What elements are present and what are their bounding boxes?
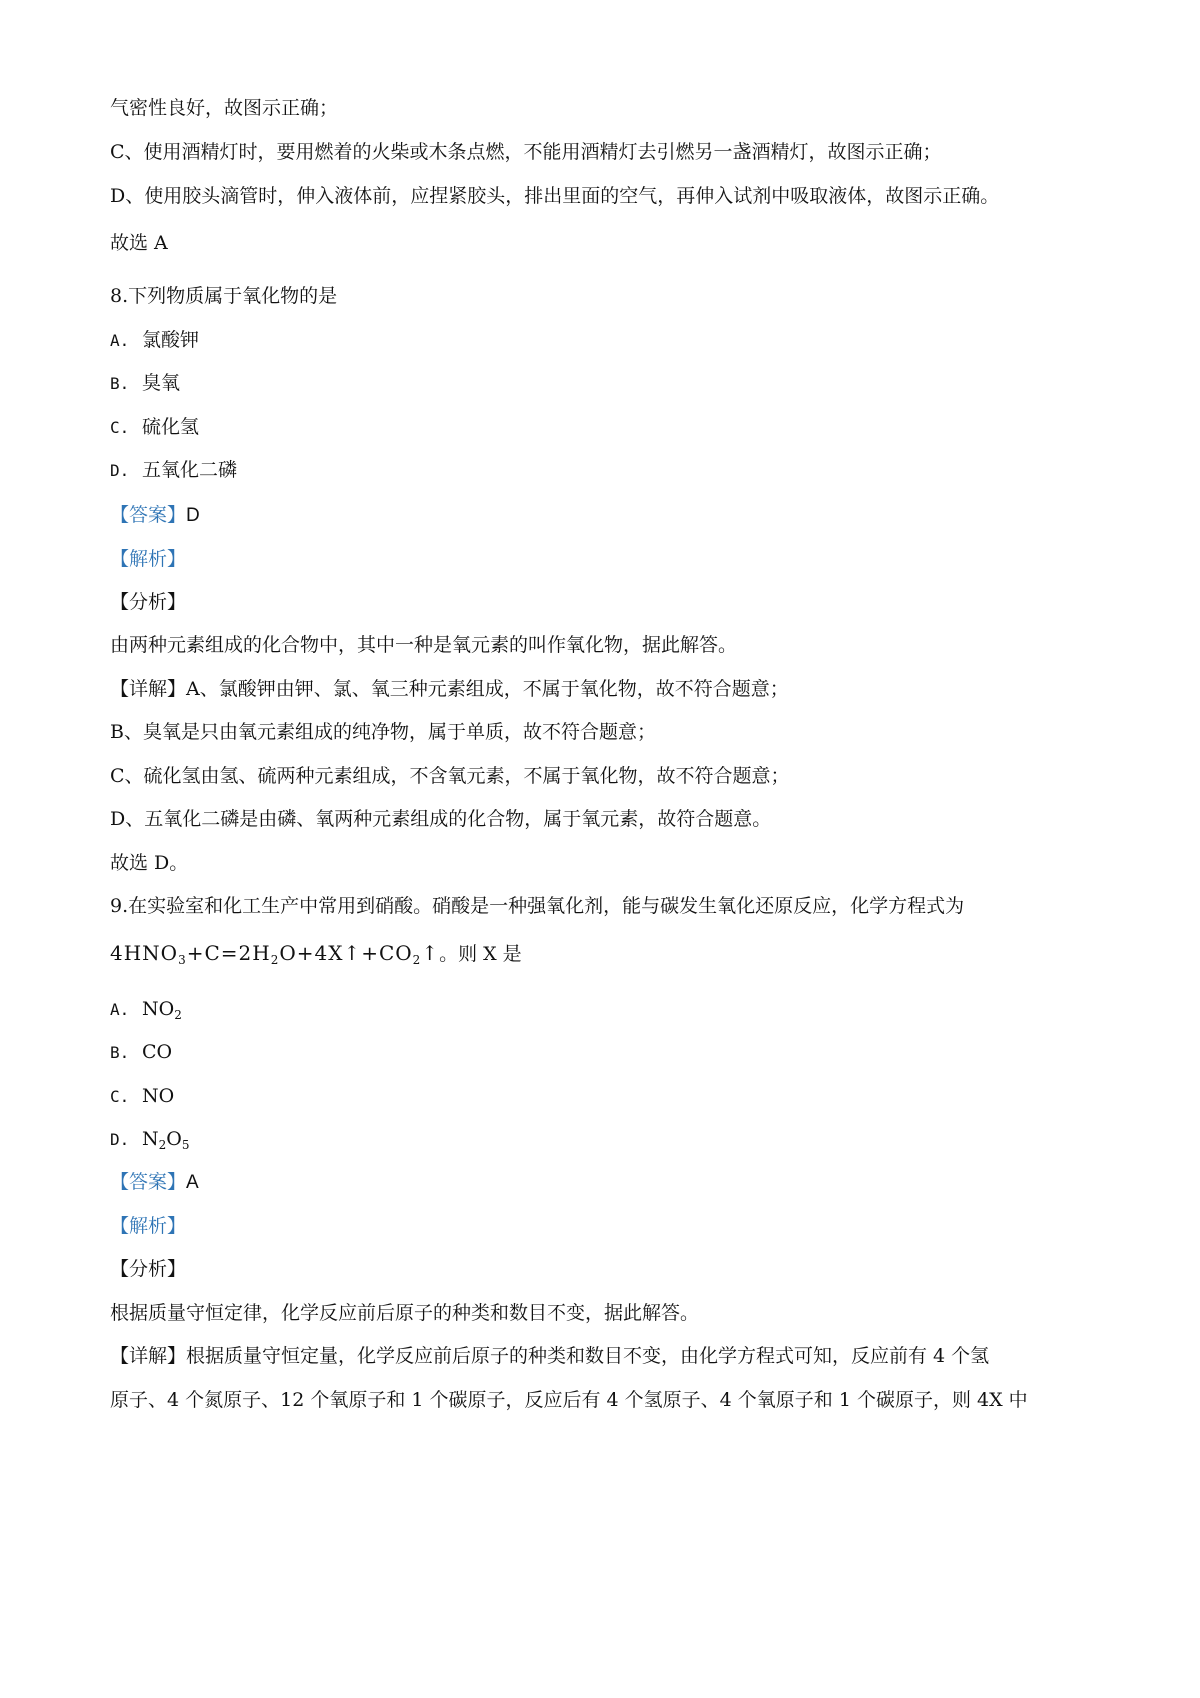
option-text: 五氧化二磷 — [142, 459, 238, 481]
option-text — [142, 1126, 189, 1158]
option-label: D. — [110, 1130, 130, 1149]
chemical-equation — [110, 938, 522, 975]
jiexi-tag: 【解析】 — [110, 548, 187, 570]
fenxi-text: 由两种元素组成的化合物中，其中一种是氧元素的叫作氧化物，据此解答。 — [110, 634, 738, 656]
question-stem: 8.下列物质属于氧化物的是 — [110, 285, 338, 307]
eq-sub: 2 — [270, 953, 280, 967]
option-c — [110, 414, 199, 441]
text-line: C、硫化氢由氢、硫两种元素组成，不含氧元素，不属于氧化物，故不符合题意； — [110, 765, 790, 787]
option-label: A. — [110, 331, 130, 350]
option-b — [110, 370, 180, 397]
option-text: 氯酸钾 — [142, 329, 200, 351]
fenxi-tag: 【分析】 — [110, 591, 187, 613]
question-stem: 9.在实验室和化工生产中常用到硝酸。硝酸是一种强氧化剂，能与碳发生氧化还原反应，化学方程式为 — [110, 895, 965, 917]
xiangjie-tag: 【详解】 — [110, 678, 187, 700]
text-line: B、臭氧是只由氧元素组成的纯净物，属于单质，故不符合题意； — [110, 721, 656, 743]
text-line: 原子、4 个氮原子、12 个氧原子和 1 个碳原子，反应后有 4 个氢原子、4 个氧原子和 1 个碳原子，则 4X 中 — [110, 1389, 1028, 1411]
eq-part: 4HNO — [110, 941, 179, 965]
answer-tag: 【答案】 — [110, 1171, 187, 1193]
eq-part: O+4X↑+CO — [279, 941, 413, 965]
option-label: D. — [110, 461, 130, 480]
eq-sub: 2 — [412, 953, 422, 967]
xiangjie-text: A、氯酸钾由钾、氯、氧三种元素组成，不属于氧化物，故不符合题意； — [186, 678, 789, 700]
eq-part: +C=2H — [186, 941, 271, 965]
fenxi-tag: 【分析】 — [110, 1258, 187, 1280]
option-text — [142, 1039, 172, 1065]
formula-part: O — [166, 1128, 182, 1150]
option-a — [110, 327, 199, 354]
conclusion: 故选 D。 — [110, 852, 189, 874]
answer-line — [110, 502, 200, 529]
option-a — [110, 996, 182, 1028]
option-label: C. — [110, 418, 130, 437]
formula-part: NO — [142, 1085, 175, 1107]
text-line: 气密性良好，故图示正确； — [110, 97, 339, 119]
option-c — [110, 1083, 174, 1110]
text-line: D、五氧化二磷是由磷、氧两种元素组成的化合物，属于氧元素，故符合题意。 — [110, 808, 772, 830]
option-label: B. — [110, 1043, 130, 1062]
answer-value: D — [186, 505, 200, 526]
jiexi-tag: 【解析】 — [110, 1215, 187, 1237]
formula-sub: 2 — [174, 1008, 182, 1022]
option-text: 臭氧 — [142, 372, 181, 394]
option-d — [110, 1126, 189, 1158]
answer-line — [110, 1169, 199, 1196]
eq-part: ↑ — [421, 941, 440, 965]
option-text: 硫化氢 — [142, 416, 200, 438]
formula-sub: 5 — [181, 1138, 190, 1152]
answer-tag: 【答案】 — [110, 504, 187, 526]
text-line: C、使用酒精灯时，要用燃着的火柴或木条点燃，不能用酒精灯去引燃另一盏酒精灯，故图示正确； — [110, 141, 942, 163]
eq-tail: 。则 X 是 — [439, 943, 522, 965]
answer-value: A — [186, 1172, 199, 1193]
xiangjie-line — [110, 676, 789, 702]
formula-part: CO — [142, 1041, 173, 1063]
option-b — [110, 1039, 172, 1066]
formula-sub: 2 — [158, 1138, 167, 1152]
xiangjie-tag: 【详解】 — [110, 1345, 187, 1367]
formula-part: NO — [142, 998, 175, 1020]
xiangjie-text: 根据质量守恒定量，化学反应前后原子的种类和数目不变，由化学方程式可知，反应前有 4 个氢 — [186, 1345, 990, 1367]
formula-part: N — [142, 1128, 159, 1150]
option-d — [110, 457, 237, 484]
text-line: D、使用胶头滴管时，伸入液体前，应捏紧胶头，排出里面的空气，再伸入试剂中吸取液体，故图示正确。 — [110, 185, 1000, 207]
xiangjie-line — [110, 1343, 989, 1369]
option-text — [142, 996, 182, 1028]
eq-sub: 3 — [178, 953, 187, 967]
option-label: A. — [110, 1000, 130, 1019]
conclusion: 故选 A — [110, 232, 168, 254]
option-text — [142, 1083, 174, 1109]
fenxi-text: 根据质量守恒定律，化学反应前后原子的种类和数目不变，据此解答。 — [110, 1302, 700, 1324]
option-label: B. — [110, 374, 130, 393]
option-label: C. — [110, 1087, 130, 1106]
